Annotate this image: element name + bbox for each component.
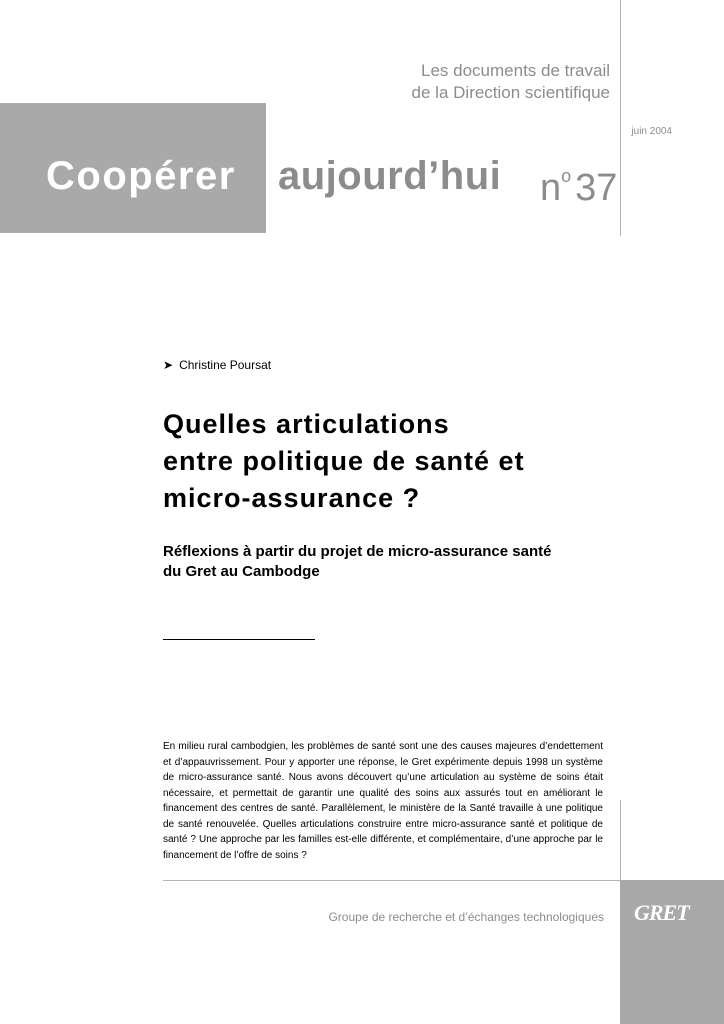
- gret-logo: GRET: [634, 900, 689, 925]
- issue-prefix: n: [540, 167, 562, 209]
- article-subtitle: [163, 542, 623, 582]
- abstract-paragraph: En milieu rural cambodgien, les problèmes de santé sont une des causes majeures d’endettement et d’appauvrissement. Pour y apporter une réponse, le Gret expérimente depuis 1998 un système de micro-assurance santé. Nous avons découvert qu’une articulation au système de soins était nécessaire, et permettait de garantir une qualité des soins aux assurés tout en améliorant le financement des centres de santé. Parallèlement, le ministère de la Santé travaille à une politique de santé renouvelée. Quelles articulations construire entre micro-assurance santé et politique de santé ? Une approche par les familles est-elle différente, et complémentaire, d’une approche par le financement de l’offre de soins ?: [163, 741, 603, 861]
- series-title: [412, 60, 610, 104]
- article-title: [163, 406, 623, 517]
- vertical-rule-top: [620, 0, 621, 236]
- issue-superscript: o: [561, 166, 572, 186]
- publication-date: juin 2004: [631, 126, 672, 137]
- vertical-rule-middle: [620, 800, 621, 880]
- article-subtitle-line2: du Gret au Cambodge: [163, 563, 320, 580]
- issue-value: 37: [575, 167, 618, 209]
- article-title-line2: entre politique de santé et: [163, 446, 525, 476]
- author-line: [163, 358, 271, 372]
- brand-title-cooperer: Coopérer: [46, 154, 236, 198]
- article-title-line1: Quelles articulations: [163, 409, 450, 439]
- author-name: Christine Poursat: [179, 358, 272, 372]
- organization-name: Groupe de recherche et d’échanges technologiques: [328, 910, 604, 924]
- footer-rule: [163, 880, 620, 881]
- brand-title-aujourdhui: aujourd’hui: [278, 154, 502, 198]
- series-title-line2: de la Direction scientifique: [411, 83, 610, 102]
- arrow-icon: ➤: [163, 358, 174, 372]
- issue-number: [540, 152, 617, 212]
- separator-rule: [163, 639, 315, 640]
- article-subtitle-line1: Réflexions à partir du projet de micro-assurance santé: [163, 543, 552, 560]
- series-title-line1: Les documents de travail: [421, 61, 610, 80]
- logo-block: [620, 880, 724, 1024]
- article-title-line3: micro-assurance ?: [163, 483, 421, 513]
